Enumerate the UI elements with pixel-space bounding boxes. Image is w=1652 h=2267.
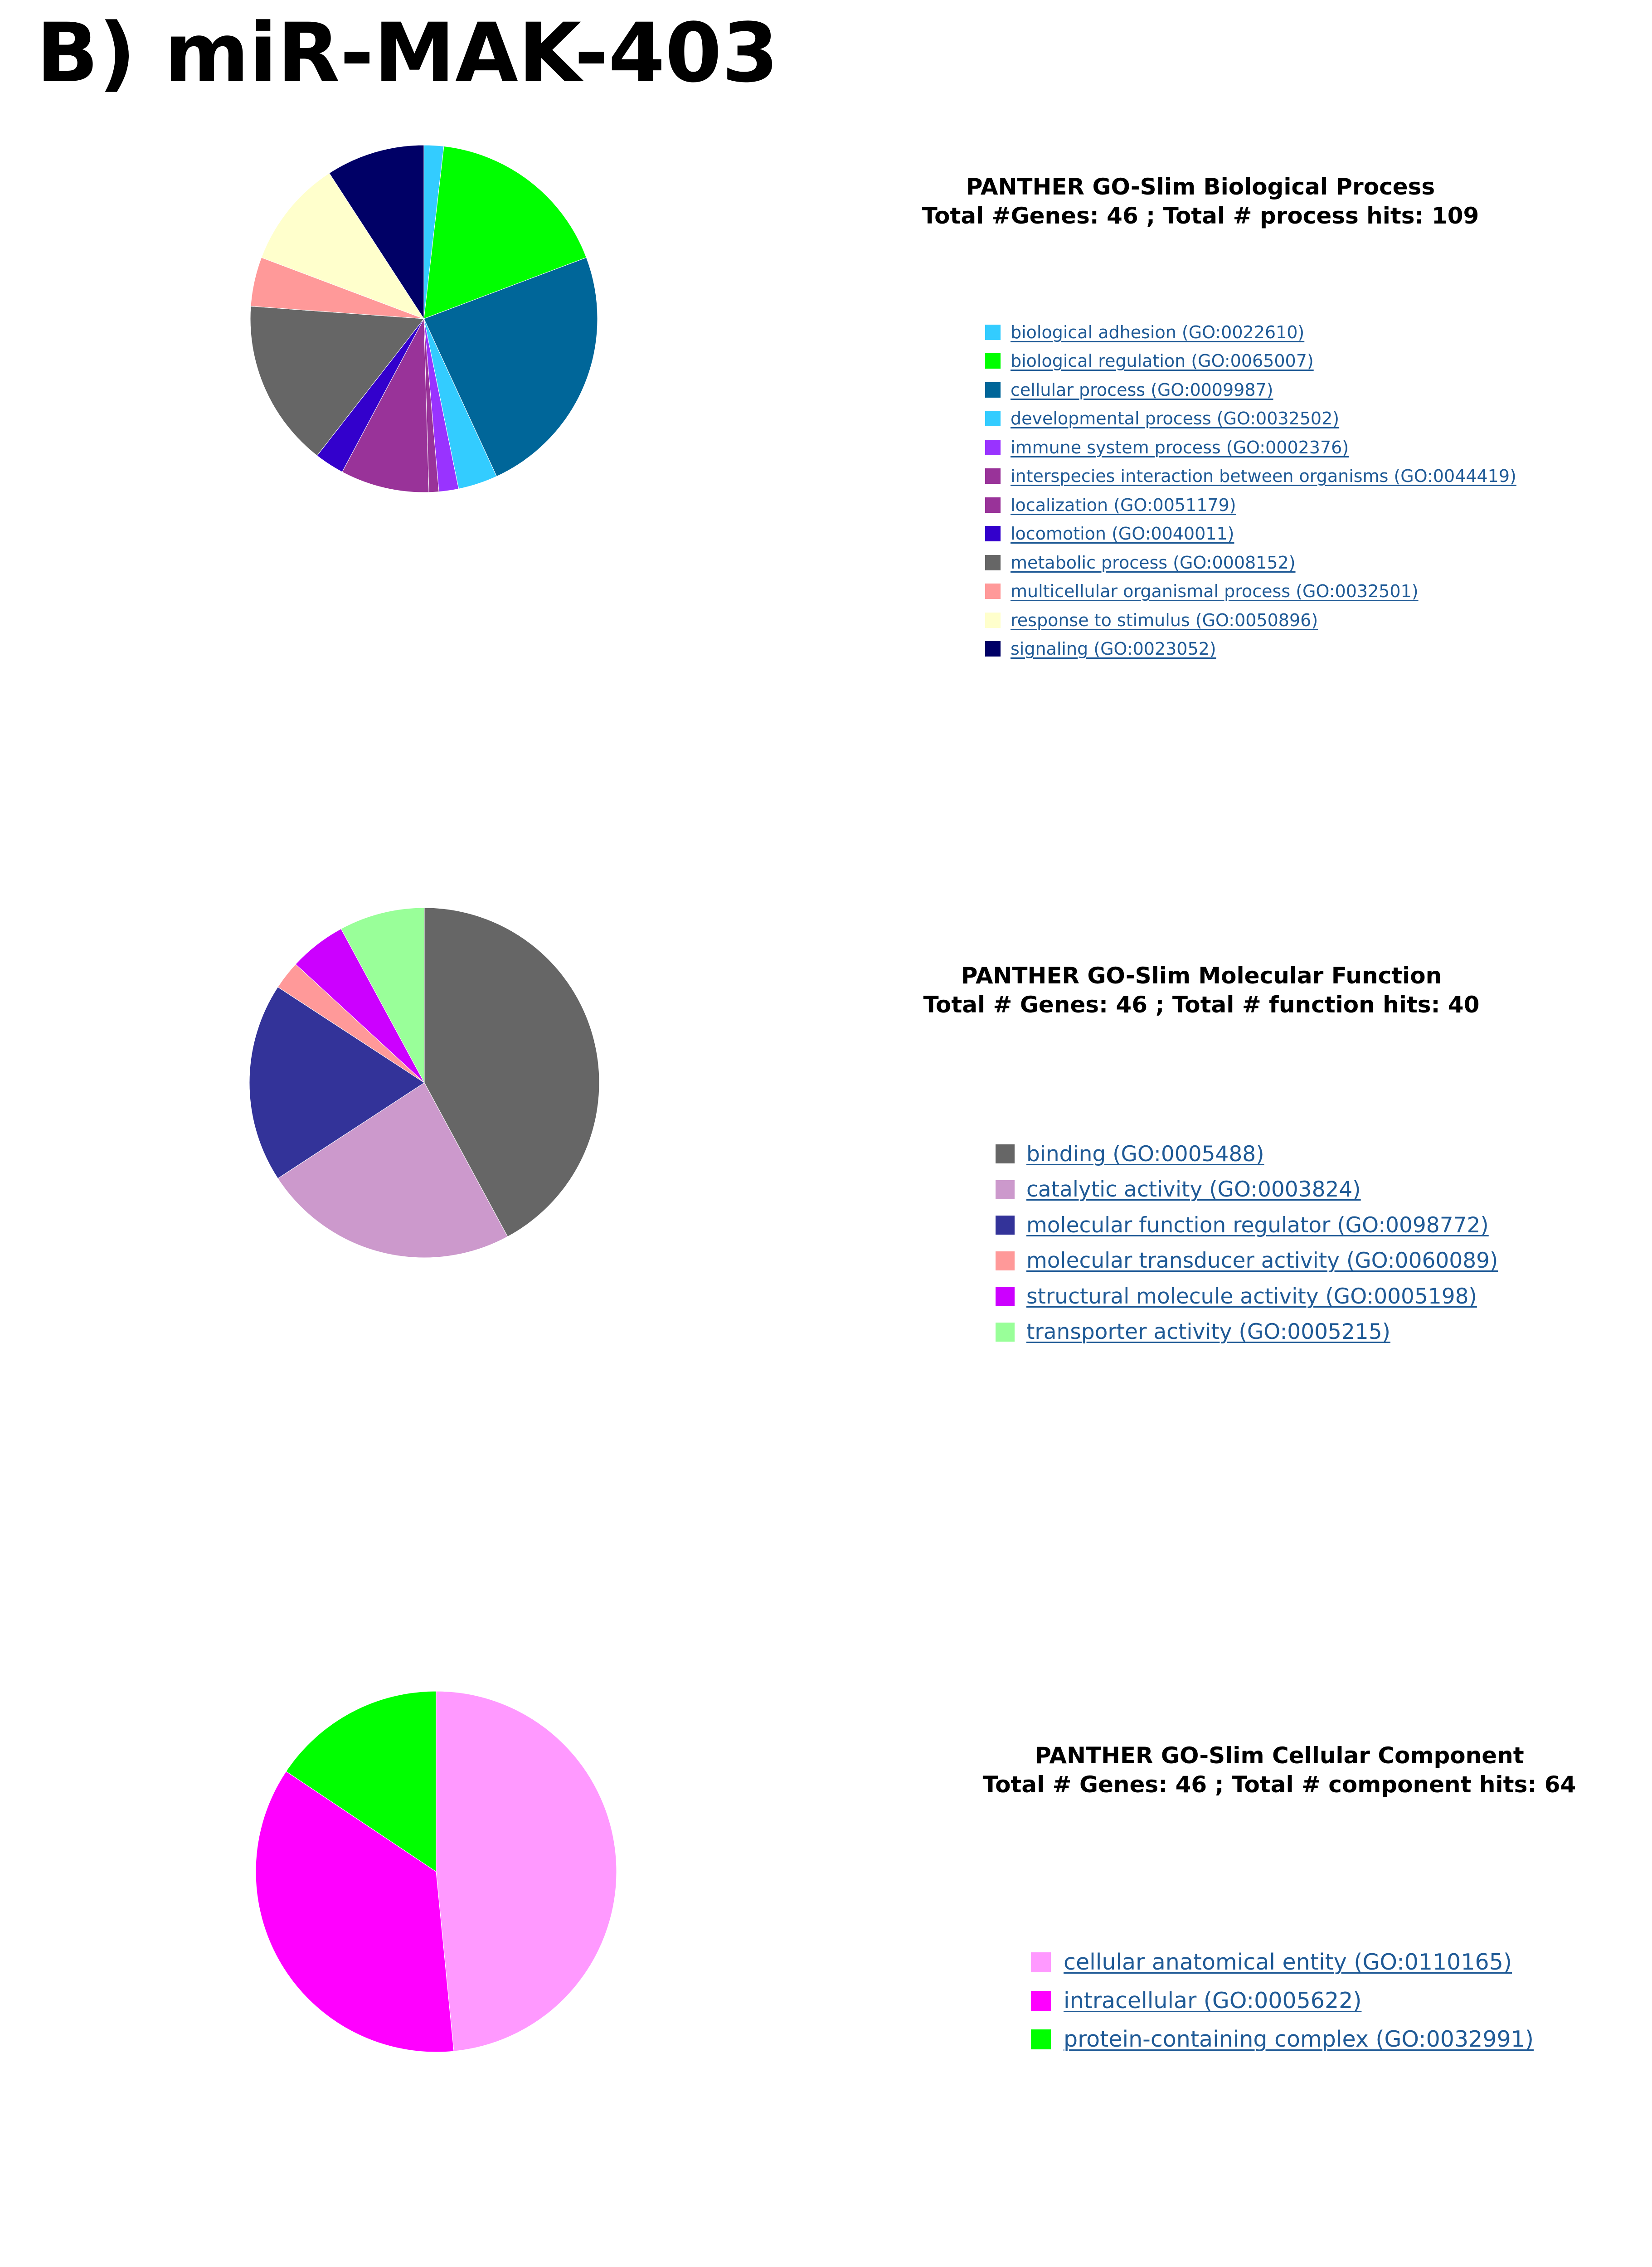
legend-swatch <box>996 1287 1015 1306</box>
legend-item-locomotion[interactable] <box>985 520 1516 549</box>
legend-link[interactable]: catalytic activity (GO:0003824) <box>1026 1177 1361 1202</box>
legend-link[interactable]: localization (GO:0051179) <box>1011 495 1236 515</box>
chart-title: PANTHER GO-Slim Molecular Function <box>961 963 1442 989</box>
chart-title: PANTHER GO-Slim Biological Process <box>966 174 1435 200</box>
legend-link[interactable]: binding (GO:0005488) <box>1026 1141 1264 1167</box>
legend-swatch <box>985 526 1001 541</box>
legend-link[interactable]: intracellular (GO:0005622) <box>1064 1988 1362 2014</box>
page-title: B) miR-MAK-403 <box>36 6 779 101</box>
legend-swatch <box>985 440 1001 455</box>
legend-swatch <box>1031 1991 1051 2011</box>
pie-chart-biological-process <box>249 144 598 493</box>
pie-slice-cellular-anatomical-entity[interactable] <box>436 1691 617 2051</box>
legend-item-catalytic-activity[interactable] <box>996 1172 1498 1208</box>
legend-swatch <box>985 584 1001 599</box>
legend-link[interactable]: structural molecule activity (GO:0005198) <box>1026 1284 1477 1309</box>
legend-swatch <box>985 555 1001 570</box>
legend-item-transporter-activity[interactable] <box>996 1314 1498 1350</box>
legend-swatch <box>985 411 1001 426</box>
chart-title: PANTHER GO-Slim Cellular Component <box>1035 1742 1524 1769</box>
legend-item-protein-containing-complex[interactable] <box>1031 2020 1534 2058</box>
pie-chart-molecular-function <box>248 907 600 1259</box>
legend-item-interspecies-interaction-between-organisms[interactable] <box>985 462 1516 491</box>
legend-link[interactable]: immune system process (GO:0002376) <box>1011 437 1349 457</box>
legend-biological-process <box>985 318 1516 663</box>
legend-link[interactable]: interspecies interaction between organisms (GO:0044419) <box>1011 466 1516 486</box>
legend-swatch <box>996 1216 1015 1235</box>
chart-title-molecular-function <box>923 961 1480 1019</box>
legend-link[interactable]: cellular process (GO:0009987) <box>1011 379 1273 400</box>
legend-swatch <box>985 325 1001 340</box>
pie-panel-biological-process <box>0 0 1652 861</box>
pie-panel-molecular-function <box>0 861 1652 1632</box>
legend-link[interactable]: transporter activity (GO:0005215) <box>1026 1319 1390 1345</box>
legend-item-cellular-process[interactable] <box>985 375 1516 404</box>
legend-item-structural-molecule-activity[interactable] <box>996 1279 1498 1314</box>
chart-subtitle: Total #Genes: 46 ; Total # process hits: 109 <box>922 203 1479 229</box>
legend-swatch <box>1031 2029 1051 2049</box>
pie-chart-cellular-component <box>255 1690 617 2053</box>
legend-link[interactable]: molecular function regulator (GO:0098772) <box>1026 1212 1489 1238</box>
legend-cellular-component <box>1031 1943 1534 2058</box>
pie-panel-cellular-component <box>0 1632 1652 2267</box>
legend-item-developmental-process[interactable] <box>985 404 1516 433</box>
legend-item-cellular-anatomical-entity[interactable] <box>1031 1943 1534 1981</box>
legend-swatch <box>996 1251 1015 1270</box>
legend-swatch <box>985 468 1001 484</box>
legend-item-biological-adhesion[interactable] <box>985 318 1516 347</box>
legend-item-molecular-transducer-activity[interactable] <box>996 1243 1498 1279</box>
legend-item-metabolic-process[interactable] <box>985 548 1516 577</box>
legend-item-response-to-stimulus[interactable] <box>985 606 1516 635</box>
chart-title-biological-process <box>922 172 1479 230</box>
legend-link[interactable]: biological adhesion (GO:0022610) <box>1011 322 1305 342</box>
chart-subtitle: Total # Genes: 46 ; Total # component hits: 64 <box>982 1771 1576 1798</box>
legend-item-signaling[interactable] <box>985 635 1516 664</box>
legend-link[interactable]: biological regulation (GO:0065007) <box>1011 351 1314 371</box>
legend-swatch <box>1031 1952 1051 1972</box>
legend-swatch <box>996 1144 1015 1163</box>
legend-link[interactable]: metabolic process (GO:0008152) <box>1011 552 1296 573</box>
legend-link[interactable]: multicellular organismal process (GO:0032501) <box>1011 581 1419 602</box>
legend-link[interactable]: signaling (GO:0023052) <box>1011 639 1216 659</box>
legend-molecular-function <box>996 1136 1498 1350</box>
legend-item-localization[interactable] <box>985 491 1516 520</box>
legend-item-immune-system-process[interactable] <box>985 433 1516 462</box>
legend-link[interactable]: protein-containing complex (GO:0032991) <box>1064 2026 1534 2052</box>
legend-link[interactable]: locomotion (GO:0040011) <box>1011 524 1234 544</box>
legend-item-multicellular-organismal-process[interactable] <box>985 577 1516 606</box>
chart-title-cellular-component <box>983 1741 1576 1799</box>
legend-link[interactable]: molecular transducer activity (GO:0060089) <box>1026 1248 1498 1274</box>
legend-item-molecular-function-regulator[interactable] <box>996 1207 1498 1243</box>
legend-swatch <box>985 613 1001 628</box>
chart-subtitle: Total # Genes: 46 ; Total # function hits: 40 <box>923 992 1480 1018</box>
legend-link[interactable]: cellular anatomical entity (GO:0110165) <box>1064 1949 1512 1975</box>
legend-link[interactable]: developmental process (GO:0032502) <box>1011 409 1340 429</box>
legend-item-binding[interactable] <box>996 1136 1498 1172</box>
legend-swatch <box>985 497 1001 513</box>
legend-swatch <box>985 641 1001 657</box>
legend-item-intracellular[interactable] <box>1031 1981 1534 2020</box>
legend-swatch <box>996 1180 1015 1199</box>
legend-item-biological-regulation[interactable] <box>985 347 1516 376</box>
legend-link[interactable]: response to stimulus (GO:0050896) <box>1011 610 1318 630</box>
legend-swatch <box>985 382 1001 398</box>
legend-swatch <box>985 353 1001 369</box>
legend-swatch <box>996 1323 1015 1342</box>
